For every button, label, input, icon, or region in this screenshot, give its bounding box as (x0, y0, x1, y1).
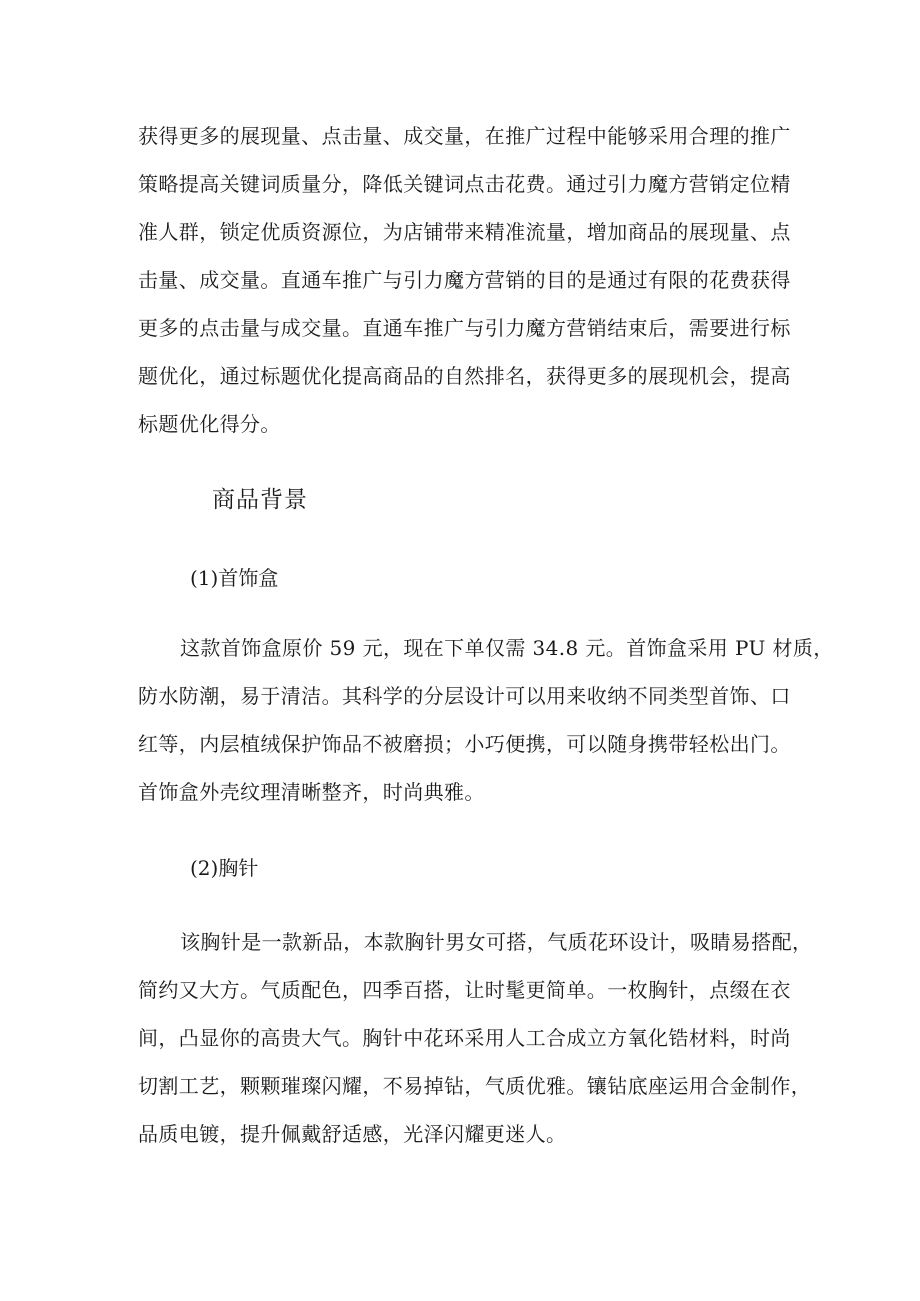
item-heading-brooch: (2)胸针 (190, 856, 259, 880)
intro-line-6: 题优化，通过标题优化提高商品的自然排名，获得更多的展现机会，提高 (138, 364, 791, 388)
jewelry-box-line-4: 首饰盒外壳纹理清晰整齐，时尚典雅。 (138, 780, 485, 804)
brooch-line-4: 切割工艺，颗颗璀璨闪耀，不易掉钻，气质优雅。镶钻底座运用合金制作， (138, 1074, 812, 1098)
jewelry-box-line-2: 防水防潮，易于清洁。其科学的分层设计可以用来收纳不同类型首饰、口 (138, 684, 791, 708)
item-heading-jewelry-box: (1)首饰盒 (190, 566, 279, 590)
jewelry-box-line-3: 红等，内层植绒保护饰品不被磨损；小巧便携，可以随身携带轻松出门。 (138, 732, 791, 756)
brooch-line-1: 该胸针是一款新品，本款胸针男女可搭，气质花环设计，吸睛易搭配， (180, 930, 813, 954)
brooch-line-5: 品质电镀，提升佩戴舒适感，光泽闪耀更迷人。 (138, 1122, 567, 1146)
intro-line-4: 击量、成交量。直通车推广与引力魔方营销的目的是通过有限的花费获得 (138, 268, 791, 292)
intro-line-5: 更多的点击量与成交量。直通车推广与引力魔方营销结束后，需要进行标 (138, 316, 791, 340)
section-heading: 商品背景 (212, 487, 308, 513)
brooch-line-3: 间，凸显你的高贵大气。胸针中花环采用人工合成立方氧化锆材料，时尚 (138, 1026, 791, 1050)
jewelry-box-line-1: 这款首饰盒原价 59 元，现在下单仅需 34.8 元。首饰盒采用 PU 材质， (180, 636, 834, 660)
intro-line-7: 标题优化得分。 (138, 412, 281, 436)
intro-line-3: 准人群，锁定优质资源位，为店铺带来精准流量，增加商品的展现量、点 (138, 220, 791, 244)
intro-line-2: 策略提高关键词质量分，降低关键词点击花费。通过引力魔方营销定位精 (138, 172, 791, 196)
brooch-line-2: 简约又大方。气质配色，四季百搭，让时髦更简单。一枚胸针，点缀在衣 (138, 978, 791, 1002)
intro-line-1: 获得更多的展现量、点击量、成交量，在推广过程中能够采用合理的推广 (138, 124, 791, 148)
